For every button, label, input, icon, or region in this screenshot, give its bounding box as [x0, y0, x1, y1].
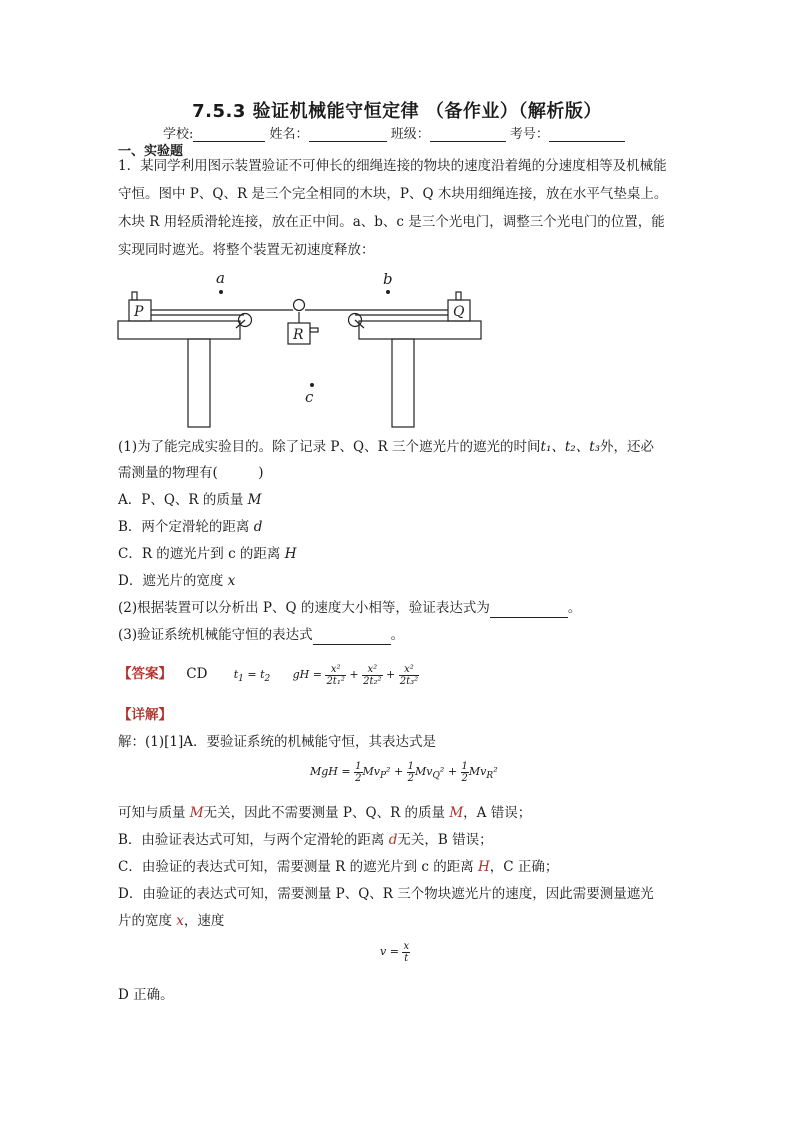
l2b: 无关，因此不需要测量 P、Q、R 的质量: [203, 805, 450, 821]
answer-line: [118, 660, 419, 693]
class-label: 班级：: [390, 127, 430, 142]
frac-3: [399, 664, 419, 687]
frac-3-den-t: 2t: [399, 675, 411, 687]
l4b: ，C 正确；: [489, 859, 559, 875]
option-c-text: C．R 的遮光片到 c 的距离: [118, 546, 285, 562]
option-a-var: M: [247, 492, 262, 508]
detail-line-7: D 正确。: [118, 987, 174, 1003]
half-1-den: 2: [355, 772, 362, 784]
half-1-num: 1: [355, 760, 362, 772]
l2-var-m2: M: [449, 805, 464, 821]
question-intro: 1．某同学利用图示装置验证不可伸长的细绳连接的物块的速度沿着绳的分速度相等及机械能守恒。图中 P、Q、R 是三个完全相同的木块，P、Q 木块用细绳连接，放在水平气垫桌上。木块 R 用轻质滑轮连接，放在正中间。a、b、c 是三个光电门，调整三个光电门的位置，能实现同时遮光。将整个装置无初速度释放：: [118, 158, 668, 258]
option-b[interactable]: [118, 517, 262, 537]
frac-1-num: x²: [325, 664, 345, 676]
option-b-var: d: [253, 519, 263, 535]
option-d-var: x: [227, 573, 236, 589]
detail-line-5: D．由验证的表达式可知，需要测量 P、Q、R 三个物块遮光片的速度，因此需要测量遮光: [118, 886, 654, 902]
exam-no-label: 考号：: [509, 127, 549, 142]
school-label: 学校:: [163, 127, 194, 142]
frac-2-den-t: 2t: [363, 675, 374, 687]
eq1-t2: t: [260, 668, 265, 681]
l2-var-m: M: [189, 805, 204, 821]
v-frac-num: x: [403, 940, 410, 952]
sub1-text-a: (1)为了能完成实验目的。除了记录 P、Q、R 三个遮光片的遮光的时间: [118, 439, 541, 455]
sub1-times: t₁、t₂、t₃: [540, 439, 601, 455]
answer-eq1: $t_1 = t_2$: [233, 668, 271, 684]
formula2: [380, 940, 410, 964]
detail-line-3: [118, 830, 493, 850]
name-blank[interactable]: [309, 128, 387, 142]
label-c: c: [305, 388, 314, 406]
detail-label-text: 【详解】: [118, 707, 172, 723]
frac-1-den: 2t₁²: [326, 675, 345, 687]
l3-var-d: d: [388, 832, 398, 848]
school-blank[interactable]: [193, 128, 265, 142]
answer-label: 【答案】: [118, 666, 172, 682]
block-p-flag: [132, 292, 137, 300]
gate-a-dot: [219, 290, 223, 294]
sub-question-3: [118, 625, 404, 645]
option-a-text: A．P、Q、R 的质量: [118, 492, 248, 508]
block-r-flag: [310, 328, 318, 332]
name-label: 姓名：: [269, 127, 309, 142]
detail-label: [118, 705, 172, 725]
half-3-num: 1: [461, 760, 468, 772]
half-2: [407, 761, 415, 784]
option-d-text: D．遮光片的宽度: [118, 573, 228, 589]
l6a: 片的宽度: [118, 913, 177, 929]
left-table-top: [118, 321, 240, 339]
class-blank[interactable]: [430, 128, 506, 142]
frac-1: [325, 664, 345, 687]
half-2-den: 2: [407, 772, 415, 784]
frac-2: [362, 664, 382, 687]
sub3-end: 。: [390, 627, 405, 643]
l2a: 可知与质量: [118, 805, 190, 821]
sub-question-2: [118, 598, 581, 618]
half-3: [461, 761, 469, 784]
formula1: MgH = $\frac{1}{2}$ $Mv_P^2$ + $\frac{1}{2}$ $Mv_Q^2$ + $\frac{1}{2}$ $Mv_R^2$: [310, 760, 498, 784]
half-1: [354, 761, 362, 784]
option-c[interactable]: [118, 544, 297, 564]
detail-line-4: [118, 857, 558, 877]
eq2-left: gH =: [292, 668, 322, 681]
l6-var-x: x: [176, 913, 184, 929]
option-c-var: H: [284, 546, 297, 562]
answer-choice: CD: [186, 666, 208, 682]
sub3-blank[interactable]: [313, 630, 391, 645]
gate-c-dot: [310, 383, 314, 387]
detail-line-2: [118, 803, 531, 823]
apparatus-figure: [115, 262, 495, 432]
document-title: 7.5.3 验证机械能守恒定律 （备作业）（解析版）: [192, 101, 602, 122]
sub-question-1: [118, 437, 654, 457]
frac-1-den-t: 2t: [326, 675, 337, 687]
l2c: ，A 错误；: [463, 805, 532, 821]
formula1-left: MgH =: [310, 765, 351, 778]
exam-no-blank[interactable]: [549, 128, 625, 142]
detail-line-1: 解：(1)[1]A．要验证系统的机械能守恒，其表达式是: [118, 734, 436, 750]
detail-formula-1: [310, 760, 498, 784]
formula2-left: v =: [380, 945, 399, 958]
half-2-num: 1: [407, 760, 415, 772]
eq1-t: t: [233, 668, 239, 681]
detail-formula-2: [380, 940, 410, 964]
gate-b-dot: [386, 290, 390, 294]
l4a: C．由验证的表达式可知，需要测量 R 的遮光片到 c 的距离: [118, 859, 479, 875]
right-table-top: [359, 321, 481, 339]
half-3-den: 2: [461, 772, 468, 784]
answer-eq2: gH = $\frac{\text{x²}}{\text{2t₁²}}$ + $\frac{\text{x²}}{\text{2t₂²}}$ + $\frac{\text{x²}}{\text{2t₃²}}$: [292, 663, 419, 687]
label-b: b: [383, 270, 393, 288]
l3b: 无关，B 错误；: [397, 832, 493, 848]
l6b: ，速度: [183, 913, 225, 929]
frac-3-num: x²: [399, 664, 419, 676]
sub-question-1-cont: 需测量的物理有( ): [118, 465, 264, 481]
label-q: Q: [453, 304, 465, 320]
frac-2-den: 2t₂²: [363, 675, 382, 687]
frac-2-num: x²: [362, 664, 382, 676]
option-a[interactable]: [118, 490, 261, 510]
sub3-text: (3)验证系统机械能守恒的表达式: [118, 627, 313, 643]
detail-line-6: [118, 911, 224, 931]
l3a: B．由验证表达式可知，与两个定滑轮的距离: [118, 832, 389, 848]
frac-3-den: 2t₃²: [399, 675, 419, 687]
option-d[interactable]: [118, 571, 235, 591]
option-b-text: B．两个定滑轮的距离: [118, 519, 254, 535]
section-heading: 一、实验题: [118, 144, 184, 159]
student-info-line: [163, 123, 625, 142]
left-table-leg: [188, 339, 210, 427]
sub2-text: (2)根据装置可以分析出 P、Q 的速度大小相等，验证表达式为: [118, 600, 490, 616]
label-p: P: [134, 304, 144, 320]
block-q-flag: [456, 292, 461, 300]
label-a: a: [216, 269, 225, 287]
right-table-leg: [392, 339, 414, 427]
v-frac: [402, 941, 410, 964]
center-pulley: [294, 300, 305, 311]
sub2-end: 。: [567, 600, 582, 616]
label-r: R: [293, 327, 304, 343]
l4-var-h: H: [478, 859, 490, 875]
sub2-blank[interactable]: [490, 603, 568, 618]
sub1-text-b: 外，还必: [600, 439, 655, 455]
v-frac-den: t: [404, 952, 409, 964]
